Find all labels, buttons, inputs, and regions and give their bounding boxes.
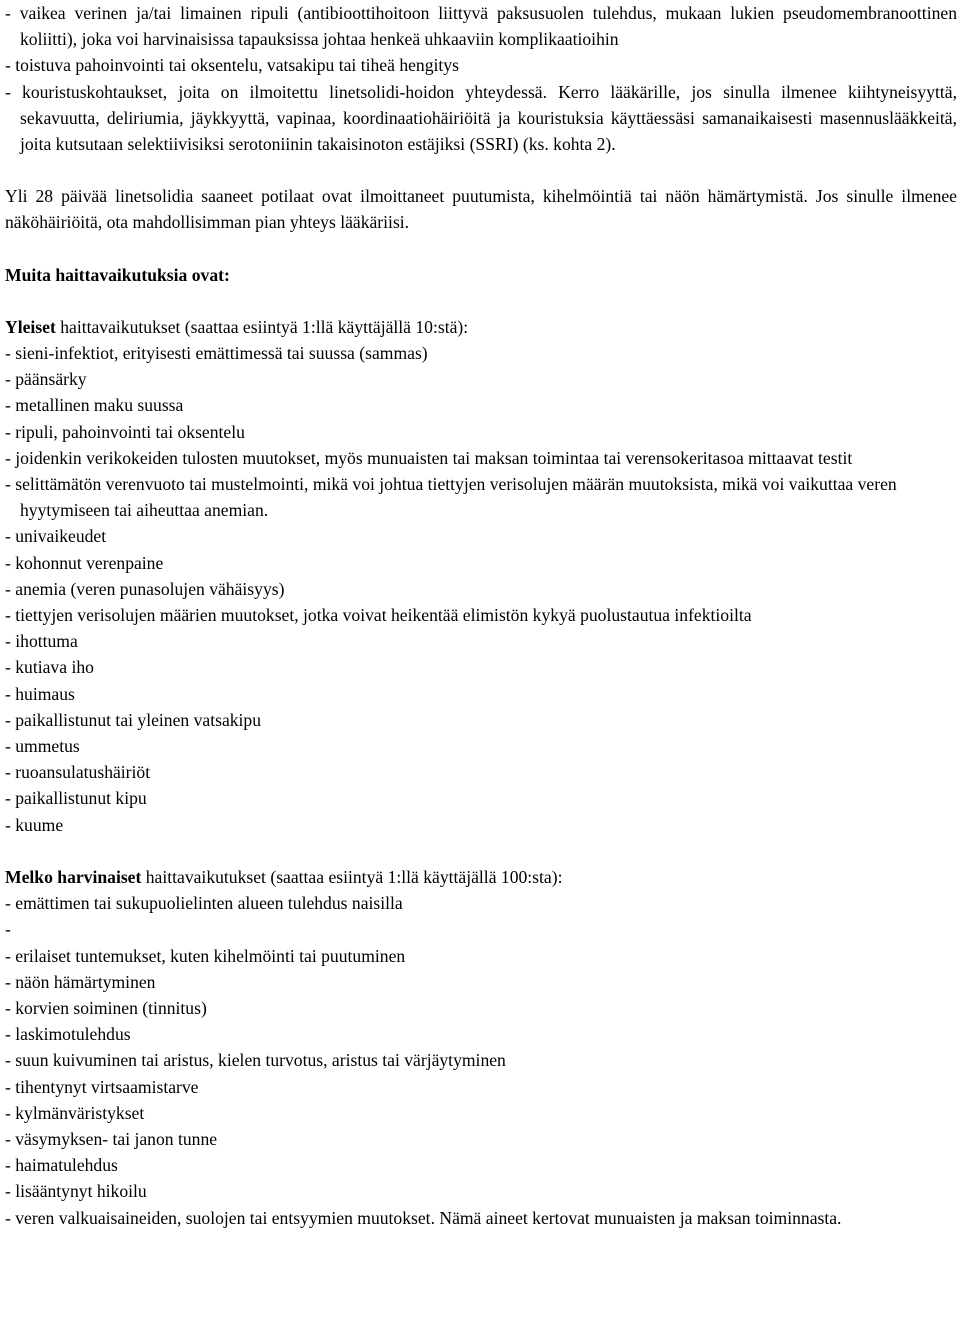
common-effects-section	[5, 314, 957, 838]
list-item: - metallinen maku suussa	[5, 395, 184, 416]
spacer	[5, 236, 957, 262]
list-item: - erilaiset tuntemukset, kuten kihelmöinti tai puutuminen	[5, 945, 406, 966]
list-item: - ripuli, pahoinvointi tai oksentelu	[5, 421, 245, 442]
list-item: - haimatulehdus	[5, 1155, 118, 1176]
spacer	[5, 288, 957, 314]
list-item: - anemia (veren punasolujen vähäisyys)	[5, 578, 285, 599]
list-item: - emättimen tai sukupuolielinten alueen tulehdus naisilla	[5, 893, 403, 914]
frequency-label: Melko harvinaiset	[5, 866, 142, 887]
list-item: - sieni-infektiot, erityisesti emättimessä tai suussa (sammas)	[5, 343, 428, 364]
list-item: - paikallistunut kipu	[5, 788, 147, 809]
list-item: - ummetus	[5, 736, 80, 757]
list-item: - paikallistunut tai yleinen vatsakipu	[5, 709, 262, 730]
list-item: - toistuva pahoinvointi tai oksentelu, vatsakipu tai tiheä hengitys	[5, 55, 459, 76]
list-item: - kohonnut verenpaine	[5, 552, 164, 573]
spacer	[5, 838, 957, 864]
list-item: -	[5, 919, 11, 940]
spacer	[5, 157, 957, 183]
list-item: - tiettyjen verisolujen määrien muutokset, jotka voivat heikentää elimistön kykyä puolustautua infektioilta	[5, 605, 752, 626]
uncommon-effects-title	[5, 864, 957, 890]
list-item: - vaikea verinen ja/tai limainen ripuli (antibioottihoitoon liittyvä paksusuolen tulehdus, mukaan lukien pseudomembranoottinen koliitti), joka voi harvinaisissa tapauksissa johtaa henkeä uhkaaviin komplikaatioihin	[5, 3, 957, 50]
uncommon-effects-list	[5, 890, 957, 1231]
list-item: - veren valkuaisaineiden, suolojen tai entsyymien muutokset. Nämä aineet kertovat munuaisten ja maksan toiminnasta.	[5, 1207, 842, 1228]
document-page	[5, 0, 957, 1231]
list-item: - kutiava iho	[5, 657, 94, 678]
list-item: - selittämätön verenvuoto tai mustelmointi, mikä voi johtua tiettyjen verisolujen määrän muutoksista, mikä voi vaikuttaa veren hyytymiseen tai aiheuttaa anemian.	[5, 474, 897, 521]
list-item: - ruoansulatushäiriöt	[5, 762, 151, 783]
list-item: - näön hämärtyminen	[5, 971, 156, 992]
list-item: - päänsärky	[5, 369, 87, 390]
uncommon-effects-section	[5, 864, 957, 1231]
list-item: - suun kuivuminen tai aristus, kielen turvotus, aristus tai värjäytyminen	[5, 1050, 506, 1071]
serious-effects-list	[5, 0, 957, 157]
frequency-label: Yleiset	[5, 316, 56, 337]
other-effects-heading: Muita haittavaikutuksia ovat:	[5, 264, 230, 285]
list-item: - tihentynyt virtsaamistarve	[5, 1076, 199, 1097]
frequency-description: haittavaikutukset (saattaa esiintyä 1:llä käyttäjällä 10:stä):	[55, 316, 469, 337]
list-item: - kylmänväristykset	[5, 1102, 145, 1123]
list-item: - korvien soiminen (tinnitus)	[5, 997, 207, 1018]
list-item: - lisääntynyt hikoilu	[5, 1181, 147, 1202]
common-effects-title	[5, 314, 957, 340]
vision-paragraph: Yli 28 päivää linetsolidia saaneet potilaat ovat ilmoittaneet puutumista, kihelmöintiä tai näön hämärtymistä. Jos sinulle ilmenee näköhäiriöitä, ota mahdollisimman pian yhteys lääkäriisi.	[5, 186, 957, 233]
list-item: - ihottuma	[5, 631, 78, 652]
list-item: - univaikeudet	[5, 526, 107, 547]
list-item: - väsymyksen- tai janon tunne	[5, 1128, 218, 1149]
list-item: - kuume	[5, 814, 64, 835]
list-item: - joidenkin verikokeiden tulosten muutokset, myös munuaisten tai maksan toimintaa tai verensokeritasoa mittaavat testit	[5, 447, 853, 468]
list-item: - kouristuskohtaukset, joita on ilmoitettu linetsolidi-hoidon yhteydessä. Kerro lääkärille, jos sinulla ilmenee kiihtyneisyyttä, sekavuutta, deliriumia, jäykkyyttä, vapinaa, koordinaatiohäiriöitä ja kouristuksia käyttäessäsi samanaikaisesti masennuslääkkeitä, joita kutsutaan selektiivisiksi serotoniinin takaisinoton estäjiksi (SSRI) (ks. kohta 2).	[5, 81, 957, 155]
list-item: - laskimotulehdus	[5, 1024, 131, 1045]
list-item: - huimaus	[5, 683, 75, 704]
frequency-description: haittavaikutukset (saattaa esiintyä 1:llä käyttäjällä 100:sta):	[141, 866, 563, 887]
common-effects-list	[5, 340, 957, 838]
